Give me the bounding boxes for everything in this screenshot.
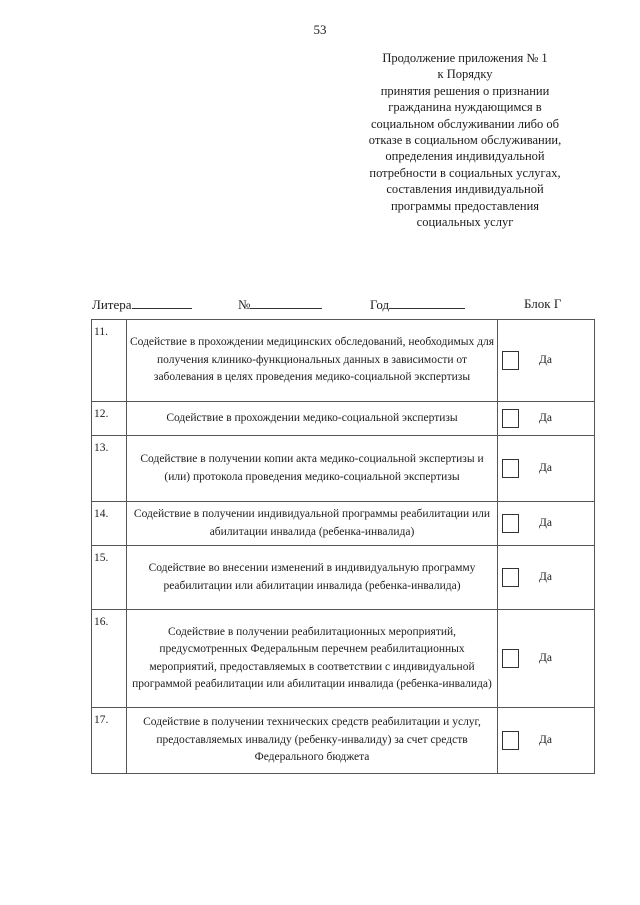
services-table	[91, 319, 595, 774]
yes-label: Да	[539, 570, 552, 583]
table-row	[92, 708, 595, 774]
yes-checkbox[interactable]	[502, 409, 519, 428]
service-text: Содействие в прохождении медико-социальной экспертизы	[127, 402, 498, 436]
service-text: Содействие в получении реабилитационных мероприятий, предусмотренных Федеральным перечнем реабилитационных мероприятий, предоставляемых в соответствии с индивидуальной программой реабилитации или абилитации инвалида (ребенка-инвалида)	[127, 610, 498, 708]
header-line: определения индивидуальной	[385, 149, 545, 164]
service-text: Содействие в получении индивидуальной программы реабилитации или абилитации инвалида (ребенка-инвалида)	[127, 502, 498, 546]
row-number: 14.	[92, 502, 127, 546]
table-row	[92, 546, 595, 610]
table-row	[92, 502, 595, 546]
yes-checkbox[interactable]	[502, 649, 519, 668]
year-field[interactable]	[370, 296, 465, 313]
number-blank[interactable]	[250, 296, 322, 309]
header-line: к Порядку	[437, 67, 493, 82]
yes-checkbox[interactable]	[502, 459, 519, 478]
service-text: Содействие в получении копии акта медико-социальной экспертизы и (или) протокола проведения медико-социальной экспертизы	[127, 436, 498, 502]
yes-checkbox[interactable]	[502, 351, 519, 370]
yes-checkbox[interactable]	[502, 568, 519, 587]
yes-checkbox[interactable]	[502, 731, 519, 750]
service-text: Содействие в прохождении медицинских обследований, необходимых для получения клинико-функциональных данных в зависимости от заболевания в целях проведения медико-социальной экспертизы	[127, 320, 498, 402]
row-number: 16.	[92, 610, 127, 708]
header-line: гражданина нуждающимся в	[388, 100, 542, 115]
header-line: социальных услуг	[416, 215, 514, 230]
service-text: Содействие во внесении изменений в индивидуальную программу реабилитации или абилитации инвалида (ребенка-инвалида)	[127, 546, 498, 610]
form-fields-line	[92, 296, 582, 314]
service-text: Содействие в получении технических средств реабилитации и услуг, предоставляемых инвалиду (ребенку-инвалиду) за счет средств Федерального бюджета	[127, 708, 498, 774]
header-line: составления индивидуальной	[386, 182, 544, 197]
yes-label: Да	[539, 461, 552, 474]
year-label: Год	[370, 297, 390, 312]
litera-field[interactable]	[92, 296, 192, 313]
yes-label: Да	[539, 353, 552, 366]
row-number: 11.	[92, 320, 127, 402]
row-number: 12.	[92, 402, 127, 436]
yes-label: Да	[539, 733, 552, 746]
yes-label: Да	[539, 651, 552, 664]
yes-label: Да	[539, 411, 552, 424]
header-line: программы предоставления	[390, 198, 540, 213]
row-number: 13.	[92, 436, 127, 502]
header-line: Продолжение приложения № 1	[382, 51, 548, 65]
yes-checkbox[interactable]	[502, 514, 519, 533]
number-label: №	[238, 297, 251, 312]
table-row	[92, 610, 595, 708]
block-label: Блок Г	[524, 296, 562, 311]
row-number: 15.	[92, 546, 127, 610]
page-number: 53	[313, 22, 327, 37]
header-line: отказе в социальном обслуживании,	[368, 133, 562, 148]
litera-label: Литера	[92, 297, 132, 312]
appendix-header	[345, 50, 585, 230]
row-number: 17.	[92, 708, 127, 774]
year-blank[interactable]	[389, 296, 465, 309]
header-line: принятия решения о признании	[380, 83, 550, 98]
yes-label: Да	[539, 516, 552, 529]
header-line: социальном обслуживании либо об	[370, 116, 560, 131]
litera-blank[interactable]	[132, 296, 192, 309]
table-row	[92, 320, 595, 402]
header-line: потребности в социальных услугах,	[369, 165, 561, 180]
table-row	[92, 436, 595, 502]
table-row	[92, 402, 595, 436]
number-field[interactable]	[238, 296, 322, 313]
